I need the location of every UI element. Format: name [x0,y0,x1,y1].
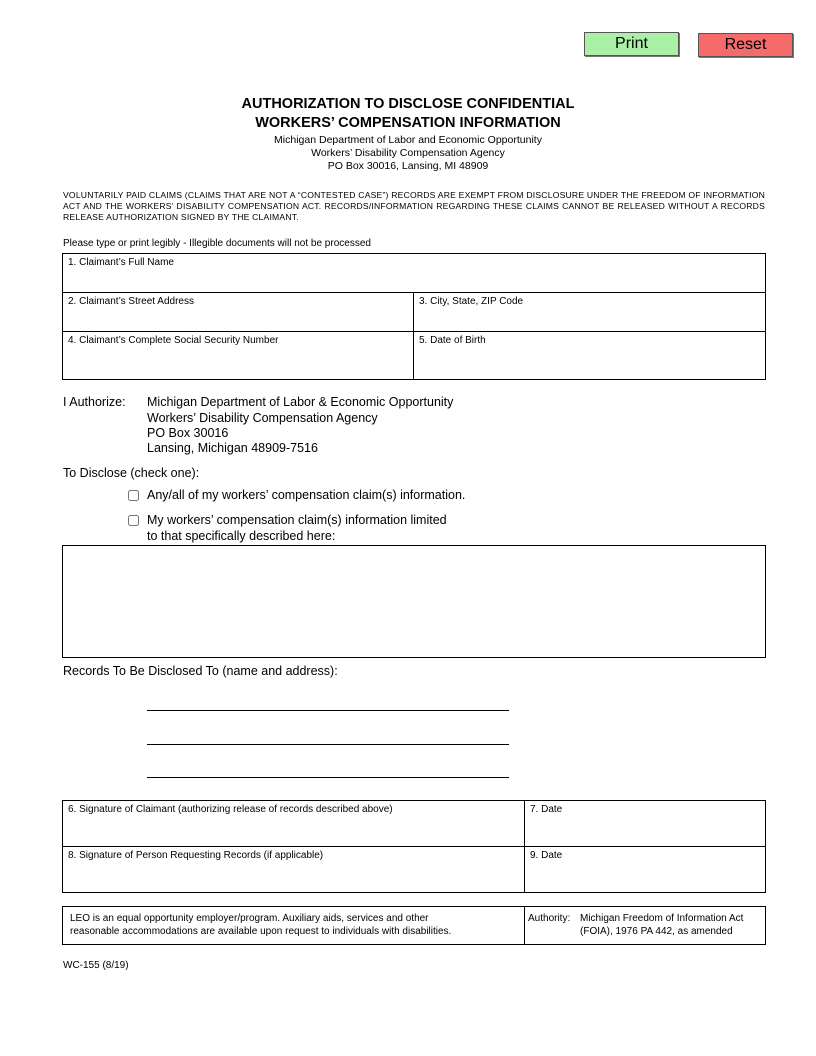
ssn-input[interactable] [68,352,408,368]
recipient-line2 [147,744,509,745]
disclose-all-checkbox[interactable] [128,490,139,501]
city-state-zip-label: 3. City, State, ZIP Code [419,296,524,307]
claimant-name-input[interactable] [68,272,758,288]
agency-line2: Workers’ Disability Compensation Agency [311,147,505,159]
requester-signature-label: 8. Signature of Person Requesting Records (if applicable) [68,850,324,861]
disclose-limited-option-line1: My workers’ compensation claim(s) information limited [147,513,447,527]
authority-line1: Michigan Freedom of Information Act [580,913,744,924]
divider [524,800,525,893]
agency-line1: Michigan Department of Labor and Economic Opportunity [274,134,542,146]
reset-button[interactable]: Reset [698,33,793,57]
claimant-date-input[interactable] [530,822,760,840]
disclose-limited-checkbox[interactable] [128,515,139,526]
print-button[interactable]: Print [584,32,679,56]
requester-signature-input[interactable] [68,868,518,886]
eeo-statement-line2: reasonable accommodations are available upon request to individuals with disabilities. [70,926,452,937]
divider [62,331,766,332]
city-state-zip-input[interactable] [419,311,759,327]
authorize-line3: PO Box 30016 [147,426,229,440]
divider [62,292,766,293]
divider [62,846,766,847]
form-title-line1: AUTHORIZATION TO DISCLOSE CONFIDENTIAL [241,96,575,112]
authorize-line1: Michigan Department of Labor & Economic Opportunity [147,395,454,409]
form-number: WC-155 (8/19) [63,960,129,971]
divider [524,906,525,945]
street-address-input[interactable] [68,311,408,327]
divider [413,292,414,380]
requester-date-label: 9. Date [530,850,563,861]
ssn-label: 4. Claimant’s Complete Social Security Number [68,335,279,346]
requester-date-input[interactable] [530,868,760,886]
date-of-birth-label: 5. Date of Birth [419,335,486,346]
agency-line3: PO Box 30016, Lansing, MI 48909 [327,160,489,172]
form-title-line2: WORKERS’ COMPENSATION INFORMATION [255,115,561,131]
authority-line2: (FOIA), 1976 PA 442, as amended [580,926,733,937]
disclosure-notice: VOLUNTARILY PAID CLAIMS (CLAIMS THAT ARE NOT A “CONTESTED CASE”) RECORDS ARE EXEMPT FROM DISCLOSURE UNDER THE FREEDOM OF INFORMATION ACT AND THE WORKERS’ DISABILITY COMPENSATION ACT. RECORDS/INFORMATION REGARDING THESE CLAIMS CANNOT BE RELEASED WITHOUT A RECORDS RELEASE AUTHORIZATION SIGNED BY THE CLAIMANT. [63,190,765,222]
authorize-label: I Authorize: [63,395,126,409]
claimant-name-label: 1. Claimant’s Full Name [68,257,174,268]
recipient-line1 [147,710,509,711]
claimant-signature-label: 6. Signature of Claimant (authorizing release of records described above) [68,804,393,815]
authorize-line4: Lansing, Michigan 48909-7516 [147,441,318,455]
claimant-signature-input[interactable] [68,822,518,840]
recipient-line3-input[interactable] [147,761,509,775]
authority-label: Authority: [528,913,571,924]
disclose-all-option: Any/all of my workers’ compensation claim(s) information. [147,488,466,502]
records-to-label: Records To Be Disclosed To (name and address): [63,664,338,678]
street-address-label: 2. Claimant’s Street Address [68,296,194,307]
authorize-line2: Workers’ Disability Compensation Agency [147,411,378,425]
date-of-birth-input[interactable] [419,352,759,368]
instruction-text: Please type or print legibly - Illegible documents will not be processed [63,238,371,249]
recipient-line3 [147,777,509,778]
disclose-limited-option-line2: to that specifically described here: [147,529,336,543]
limited-description-input[interactable] [66,549,762,656]
disclose-label: To Disclose (check one): [63,466,200,480]
claimant-date-label: 7. Date [530,804,563,815]
recipient-line2-input[interactable] [147,728,509,742]
eeo-statement-line1: LEO is an equal opportunity employer/program. Auxiliary aids, services and other [70,913,429,924]
recipient-line1-input[interactable] [147,694,509,708]
